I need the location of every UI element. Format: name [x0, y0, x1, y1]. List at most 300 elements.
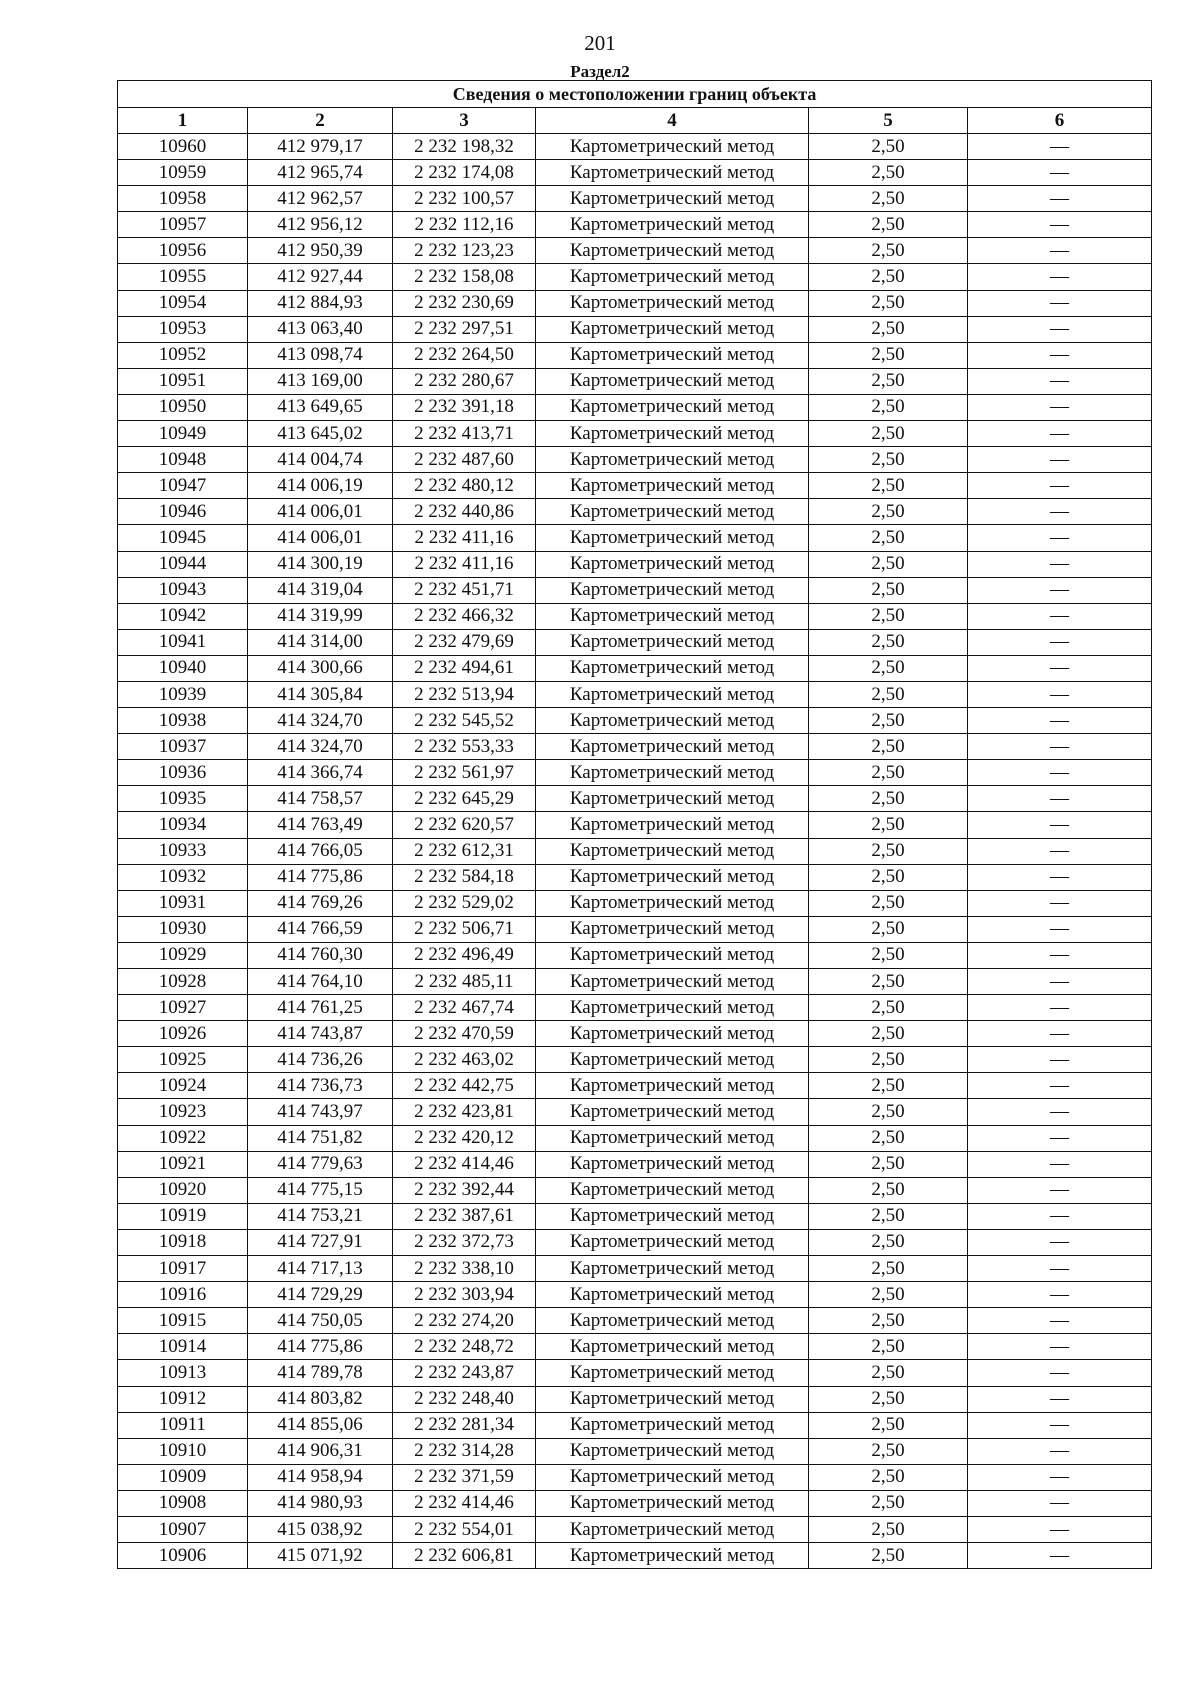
point-number-cell: 10915 [118, 1308, 248, 1334]
point-number-cell: 10955 [118, 264, 248, 290]
point-number-cell: 10926 [118, 1021, 248, 1047]
point-number-cell: 10909 [118, 1464, 248, 1490]
accuracy-cell: 2,50 [809, 342, 968, 368]
x-coordinate-cell: 414 750,05 [248, 1308, 393, 1334]
accuracy-cell: 2,50 [809, 681, 968, 707]
description-cell: — [968, 1047, 1152, 1073]
accuracy-cell: 2,50 [809, 1073, 968, 1099]
method-cell: Картометрический метод [536, 942, 809, 968]
accuracy-cell: 2,50 [809, 525, 968, 551]
point-number-cell: 10956 [118, 238, 248, 264]
point-number-cell: 10923 [118, 1099, 248, 1125]
method-cell: Картометрический метод [536, 342, 809, 368]
x-coordinate-cell: 414 319,99 [248, 603, 393, 629]
accuracy-cell: 2,50 [809, 290, 968, 316]
table-row [118, 1360, 1152, 1386]
description-cell: — [968, 160, 1152, 186]
accuracy-cell: 2,50 [809, 186, 968, 212]
table-row [118, 942, 1152, 968]
description-cell: — [968, 316, 1152, 342]
method-cell: Картометрический метод [536, 603, 809, 629]
y-coordinate-cell: 2 232 274,20 [393, 1308, 536, 1334]
table-row [118, 473, 1152, 499]
x-coordinate-cell: 414 769,26 [248, 890, 393, 916]
y-coordinate-cell: 2 232 440,86 [393, 499, 536, 525]
method-cell: Картометрический метод [536, 681, 809, 707]
point-number-cell: 10906 [118, 1543, 248, 1569]
y-coordinate-cell: 2 232 392,44 [393, 1177, 536, 1203]
point-number-cell: 10949 [118, 421, 248, 447]
accuracy-cell: 2,50 [809, 1229, 968, 1255]
x-coordinate-cell: 414 300,66 [248, 655, 393, 681]
point-number-cell: 10911 [118, 1412, 248, 1438]
x-coordinate-cell: 413 645,02 [248, 421, 393, 447]
y-coordinate-cell: 2 232 466,32 [393, 603, 536, 629]
table-row [118, 734, 1152, 760]
description-cell: — [968, 551, 1152, 577]
table-row [118, 1516, 1152, 1542]
point-number-cell: 10917 [118, 1256, 248, 1282]
method-cell: Картометрический метод [536, 394, 809, 420]
description-cell: — [968, 1308, 1152, 1334]
y-coordinate-cell: 2 232 606,81 [393, 1543, 536, 1569]
y-coordinate-cell: 2 232 158,08 [393, 264, 536, 290]
y-coordinate-cell: 2 232 338,10 [393, 1256, 536, 1282]
method-cell: Картометрический метод [536, 629, 809, 655]
method-cell: Картометрический метод [536, 1125, 809, 1151]
point-number-cell: 10946 [118, 499, 248, 525]
description-cell: — [968, 708, 1152, 734]
accuracy-cell: 2,50 [809, 368, 968, 394]
y-coordinate-cell: 2 232 281,34 [393, 1412, 536, 1438]
y-coordinate-cell: 2 232 529,02 [393, 890, 536, 916]
x-coordinate-cell: 412 927,44 [248, 264, 393, 290]
method-cell: Картометрический метод [536, 760, 809, 786]
accuracy-cell: 2,50 [809, 394, 968, 420]
accuracy-cell: 2,50 [809, 1308, 968, 1334]
table-row [118, 290, 1152, 316]
table-row [118, 916, 1152, 942]
point-number-cell: 10908 [118, 1490, 248, 1516]
accuracy-cell: 2,50 [809, 1490, 968, 1516]
accuracy-cell: 2,50 [809, 499, 968, 525]
accuracy-cell: 2,50 [809, 1151, 968, 1177]
y-coordinate-cell: 2 232 470,59 [393, 1021, 536, 1047]
y-coordinate-cell: 2 232 198,32 [393, 134, 536, 160]
y-coordinate-cell: 2 232 243,87 [393, 1360, 536, 1386]
x-coordinate-cell: 414 314,00 [248, 629, 393, 655]
description-cell: — [968, 1386, 1152, 1412]
method-cell: Картометрический метод [536, 734, 809, 760]
accuracy-cell: 2,50 [809, 160, 968, 186]
x-coordinate-cell: 413 169,00 [248, 368, 393, 394]
accuracy-cell: 2,50 [809, 969, 968, 995]
accuracy-cell: 2,50 [809, 760, 968, 786]
point-number-cell: 10933 [118, 838, 248, 864]
accuracy-cell: 2,50 [809, 1412, 968, 1438]
table-row [118, 342, 1152, 368]
description-cell: — [968, 186, 1152, 212]
method-cell: Картометрический метод [536, 525, 809, 551]
x-coordinate-cell: 414 743,87 [248, 1021, 393, 1047]
description-cell: — [968, 394, 1152, 420]
y-coordinate-cell: 2 232 371,59 [393, 1464, 536, 1490]
y-coordinate-cell: 2 232 479,69 [393, 629, 536, 655]
accuracy-cell: 2,50 [809, 1543, 968, 1569]
point-number-cell: 10924 [118, 1073, 248, 1099]
description-cell: — [968, 1021, 1152, 1047]
method-cell: Картометрический метод [536, 1490, 809, 1516]
table-row [118, 577, 1152, 603]
point-number-cell: 10931 [118, 890, 248, 916]
point-number-cell: 10919 [118, 1203, 248, 1229]
point-number-cell: 10934 [118, 812, 248, 838]
description-cell: — [968, 1203, 1152, 1229]
column-number-row [118, 108, 1152, 134]
accuracy-cell: 2,50 [809, 134, 968, 160]
method-cell: Картометрический метод [536, 1412, 809, 1438]
accuracy-cell: 2,50 [809, 812, 968, 838]
description-cell: — [968, 838, 1152, 864]
method-cell: Картометрический метод [536, 160, 809, 186]
x-coordinate-cell: 414 717,13 [248, 1256, 393, 1282]
x-coordinate-cell: 414 761,25 [248, 995, 393, 1021]
accuracy-cell: 2,50 [809, 1386, 968, 1412]
point-number-cell: 10945 [118, 525, 248, 551]
accuracy-cell: 2,50 [809, 786, 968, 812]
method-cell: Картометрический метод [536, 1203, 809, 1229]
method-cell: Картометрический метод [536, 786, 809, 812]
x-coordinate-cell: 415 071,92 [248, 1543, 393, 1569]
accuracy-cell: 2,50 [809, 655, 968, 681]
y-coordinate-cell: 2 232 230,69 [393, 290, 536, 316]
description-cell: — [968, 916, 1152, 942]
method-cell: Картометрический метод [536, 655, 809, 681]
y-coordinate-cell: 2 232 413,71 [393, 421, 536, 447]
y-coordinate-cell: 2 232 513,94 [393, 681, 536, 707]
y-coordinate-cell: 2 232 645,29 [393, 786, 536, 812]
y-coordinate-cell: 2 232 248,40 [393, 1386, 536, 1412]
description-cell: — [968, 1360, 1152, 1386]
y-coordinate-cell: 2 232 442,75 [393, 1073, 536, 1099]
description-cell: — [968, 1177, 1152, 1203]
method-cell: Картометрический метод [536, 890, 809, 916]
method-cell: Картометрический метод [536, 969, 809, 995]
y-coordinate-cell: 2 232 280,67 [393, 368, 536, 394]
description-cell: — [968, 734, 1152, 760]
accuracy-cell: 2,50 [809, 473, 968, 499]
x-coordinate-cell: 412 884,93 [248, 290, 393, 316]
y-coordinate-cell: 2 232 391,18 [393, 394, 536, 420]
table-row [118, 629, 1152, 655]
y-coordinate-cell: 2 232 411,16 [393, 551, 536, 577]
point-number-cell: 10953 [118, 316, 248, 342]
y-coordinate-cell: 2 232 494,61 [393, 655, 536, 681]
method-cell: Картометрический метод [536, 708, 809, 734]
description-cell: — [968, 1229, 1152, 1255]
x-coordinate-cell: 414 980,93 [248, 1490, 393, 1516]
table-row [118, 812, 1152, 838]
point-number-cell: 10940 [118, 655, 248, 681]
table-row [118, 1073, 1152, 1099]
y-coordinate-cell: 2 232 506,71 [393, 916, 536, 942]
table-row [118, 786, 1152, 812]
description-cell: — [968, 1490, 1152, 1516]
x-coordinate-cell: 414 006,19 [248, 473, 393, 499]
table-row [118, 969, 1152, 995]
column-number: 5 [809, 108, 968, 134]
table-row [118, 864, 1152, 890]
table-row [118, 681, 1152, 707]
method-cell: Картометрический метод [536, 1386, 809, 1412]
x-coordinate-cell: 412 950,39 [248, 238, 393, 264]
accuracy-cell: 2,50 [809, 1256, 968, 1282]
y-coordinate-cell: 2 232 387,61 [393, 1203, 536, 1229]
table-row [118, 838, 1152, 864]
y-coordinate-cell: 2 232 451,71 [393, 577, 536, 603]
accuracy-cell: 2,50 [809, 1021, 968, 1047]
point-number-cell: 10942 [118, 603, 248, 629]
table-row [118, 394, 1152, 420]
accuracy-cell: 2,50 [809, 916, 968, 942]
accuracy-cell: 2,50 [809, 577, 968, 603]
method-cell: Картометрический метод [536, 1047, 809, 1073]
table-row [118, 1490, 1152, 1516]
accuracy-cell: 2,50 [809, 1360, 968, 1386]
y-coordinate-cell: 2 232 423,81 [393, 1099, 536, 1125]
x-coordinate-cell: 414 958,94 [248, 1464, 393, 1490]
x-coordinate-cell: 414 324,70 [248, 734, 393, 760]
y-coordinate-cell: 2 232 414,46 [393, 1151, 536, 1177]
table-row [118, 995, 1152, 1021]
x-coordinate-cell: 413 098,74 [248, 342, 393, 368]
x-coordinate-cell: 414 775,86 [248, 864, 393, 890]
point-number-cell: 10939 [118, 681, 248, 707]
description-cell: — [968, 995, 1152, 1021]
table-row [118, 551, 1152, 577]
description-cell: — [968, 1282, 1152, 1308]
x-coordinate-cell: 414 006,01 [248, 499, 393, 525]
description-cell: — [968, 1099, 1152, 1125]
description-cell: — [968, 760, 1152, 786]
method-cell: Картометрический метод [536, 1073, 809, 1099]
table-row [118, 499, 1152, 525]
method-cell: Картометрический метод [536, 1543, 809, 1569]
method-cell: Картометрический метод [536, 1438, 809, 1464]
table-row [118, 447, 1152, 473]
description-cell: — [968, 421, 1152, 447]
x-coordinate-cell: 414 743,97 [248, 1099, 393, 1125]
description-cell: — [968, 942, 1152, 968]
x-coordinate-cell: 414 753,21 [248, 1203, 393, 1229]
point-number-cell: 10910 [118, 1438, 248, 1464]
method-cell: Картометрический метод [536, 577, 809, 603]
x-coordinate-cell: 415 038,92 [248, 1516, 393, 1542]
accuracy-cell: 2,50 [809, 864, 968, 890]
table-row [118, 1438, 1152, 1464]
method-cell: Картометрический метод [536, 551, 809, 577]
table-row [118, 134, 1152, 160]
point-number-cell: 10914 [118, 1334, 248, 1360]
description-cell: — [968, 1516, 1152, 1542]
x-coordinate-cell: 414 760,30 [248, 942, 393, 968]
point-number-cell: 10928 [118, 969, 248, 995]
x-coordinate-cell: 414 727,91 [248, 1229, 393, 1255]
accuracy-cell: 2,50 [809, 551, 968, 577]
table-row [118, 421, 1152, 447]
x-coordinate-cell: 414 855,06 [248, 1412, 393, 1438]
description-cell: — [968, 1543, 1152, 1569]
table-row [118, 1308, 1152, 1334]
x-coordinate-cell: 414 775,15 [248, 1177, 393, 1203]
x-coordinate-cell: 414 779,63 [248, 1151, 393, 1177]
accuracy-cell: 2,50 [809, 1516, 968, 1542]
x-coordinate-cell: 414 300,19 [248, 551, 393, 577]
description-cell: — [968, 1464, 1152, 1490]
description-cell: — [968, 1151, 1152, 1177]
description-cell: — [968, 655, 1152, 681]
table-row [118, 1177, 1152, 1203]
table-row [118, 890, 1152, 916]
x-coordinate-cell: 414 736,26 [248, 1047, 393, 1073]
method-cell: Картометрический метод [536, 264, 809, 290]
accuracy-cell: 2,50 [809, 1047, 968, 1073]
accuracy-cell: 2,50 [809, 1464, 968, 1490]
accuracy-cell: 2,50 [809, 890, 968, 916]
table-row [118, 1334, 1152, 1360]
accuracy-cell: 2,50 [809, 1125, 968, 1151]
description-cell: — [968, 238, 1152, 264]
table-row [118, 1151, 1152, 1177]
x-coordinate-cell: 413 649,65 [248, 394, 393, 420]
table-row [118, 368, 1152, 394]
method-cell: Картометрический метод [536, 473, 809, 499]
description-cell: — [968, 864, 1152, 890]
table-row [118, 212, 1152, 238]
y-coordinate-cell: 2 232 487,60 [393, 447, 536, 473]
accuracy-cell: 2,50 [809, 1438, 968, 1464]
y-coordinate-cell: 2 232 314,28 [393, 1438, 536, 1464]
point-number-cell: 10950 [118, 394, 248, 420]
table-row [118, 1125, 1152, 1151]
description-cell: — [968, 1256, 1152, 1282]
y-coordinate-cell: 2 232 561,97 [393, 760, 536, 786]
description-cell: — [968, 134, 1152, 160]
table-row [118, 1386, 1152, 1412]
y-coordinate-cell: 2 232 480,12 [393, 473, 536, 499]
description-cell: — [968, 603, 1152, 629]
x-coordinate-cell: 412 965,74 [248, 160, 393, 186]
method-cell: Картометрический метод [536, 212, 809, 238]
table-row [118, 603, 1152, 629]
method-cell: Картометрический метод [536, 238, 809, 264]
y-coordinate-cell: 2 232 297,51 [393, 316, 536, 342]
x-coordinate-cell: 414 319,04 [248, 577, 393, 603]
y-coordinate-cell: 2 232 467,74 [393, 995, 536, 1021]
y-coordinate-cell: 2 232 100,57 [393, 186, 536, 212]
point-number-cell: 10937 [118, 734, 248, 760]
table-row [118, 238, 1152, 264]
y-coordinate-cell: 2 232 123,23 [393, 238, 536, 264]
description-cell: — [968, 212, 1152, 238]
table-row [118, 264, 1152, 290]
point-number-cell: 10954 [118, 290, 248, 316]
table-row [118, 655, 1152, 681]
y-coordinate-cell: 2 232 411,16 [393, 525, 536, 551]
table-row [118, 1047, 1152, 1073]
accuracy-cell: 2,50 [809, 942, 968, 968]
point-number-cell: 10959 [118, 160, 248, 186]
method-cell: Картометрический метод [536, 1099, 809, 1125]
table-row [118, 186, 1152, 212]
y-coordinate-cell: 2 232 584,18 [393, 864, 536, 890]
accuracy-cell: 2,50 [809, 1099, 968, 1125]
table-row [118, 1256, 1152, 1282]
accuracy-cell: 2,50 [809, 708, 968, 734]
point-number-cell: 10932 [118, 864, 248, 890]
method-cell: Картометрический метод [536, 1516, 809, 1542]
y-coordinate-cell: 2 232 414,46 [393, 1490, 536, 1516]
point-number-cell: 10960 [118, 134, 248, 160]
description-cell: — [968, 1334, 1152, 1360]
description-cell: — [968, 368, 1152, 394]
description-cell: — [968, 681, 1152, 707]
description-cell: — [968, 577, 1152, 603]
table-caption-row [118, 81, 1152, 108]
accuracy-cell: 2,50 [809, 316, 968, 342]
method-cell: Картометрический метод [536, 186, 809, 212]
method-cell: Картометрический метод [536, 499, 809, 525]
boundary-coordinates-table [117, 80, 1152, 1569]
y-coordinate-cell: 2 232 545,52 [393, 708, 536, 734]
description-cell: — [968, 499, 1152, 525]
method-cell: Картометрический метод [536, 1151, 809, 1177]
x-coordinate-cell: 414 789,78 [248, 1360, 393, 1386]
method-cell: Картометрический метод [536, 995, 809, 1021]
accuracy-cell: 2,50 [809, 629, 968, 655]
point-number-cell: 10951 [118, 368, 248, 394]
method-cell: Картометрический метод [536, 1282, 809, 1308]
point-number-cell: 10941 [118, 629, 248, 655]
method-cell: Картометрический метод [536, 421, 809, 447]
description-cell: — [968, 473, 1152, 499]
x-coordinate-cell: 414 305,84 [248, 681, 393, 707]
x-coordinate-cell: 414 763,49 [248, 812, 393, 838]
table-row [118, 316, 1152, 342]
table-row [118, 1229, 1152, 1255]
method-cell: Картометрический метод [536, 368, 809, 394]
column-number: 2 [248, 108, 393, 134]
point-number-cell: 10952 [118, 342, 248, 368]
x-coordinate-cell: 414 006,01 [248, 525, 393, 551]
y-coordinate-cell: 2 232 174,08 [393, 160, 536, 186]
table-caption: Сведения о местоположении границ объекта [118, 81, 1152, 108]
x-coordinate-cell: 414 766,59 [248, 916, 393, 942]
point-number-cell: 10947 [118, 473, 248, 499]
description-cell: — [968, 969, 1152, 995]
accuracy-cell: 2,50 [809, 734, 968, 760]
point-number-cell: 10907 [118, 1516, 248, 1542]
table-row [118, 160, 1152, 186]
y-coordinate-cell: 2 232 372,73 [393, 1229, 536, 1255]
table-row [118, 1543, 1152, 1569]
y-coordinate-cell: 2 232 264,50 [393, 342, 536, 368]
description-cell: — [968, 342, 1152, 368]
table-row [118, 1464, 1152, 1490]
method-cell: Картометрический метод [536, 916, 809, 942]
column-number: 1 [118, 108, 248, 134]
y-coordinate-cell: 2 232 112,16 [393, 212, 536, 238]
